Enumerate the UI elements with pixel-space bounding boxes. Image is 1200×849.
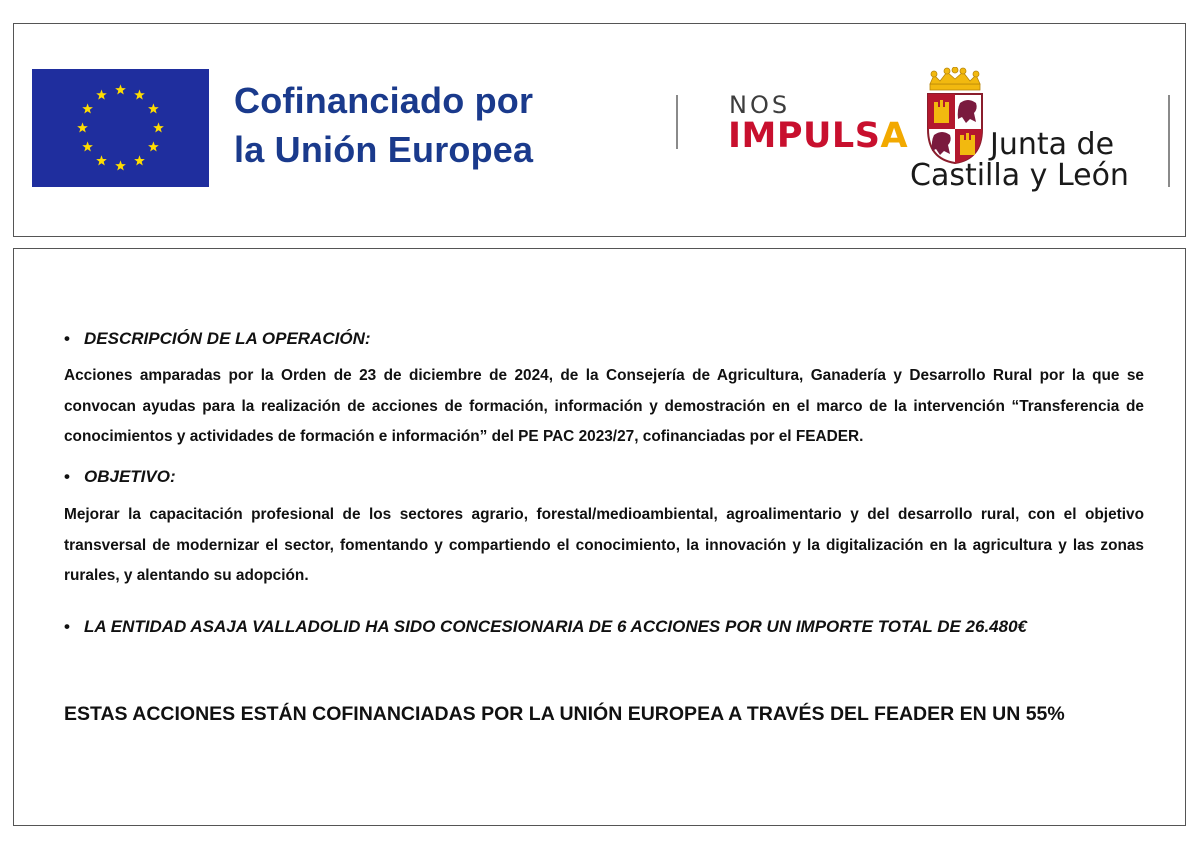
grant-amount-text: LA ENTIDAD ASAJA VALLADOLID HA SIDO CONCESIONARIA DE 6 ACCIONES POR UN IMPORTE TOTAL DE 26.480€ <box>84 617 1027 636</box>
bullet-icon: • <box>64 467 70 486</box>
description-heading <box>64 329 371 349</box>
nos-impulsa-logo-impulsa <box>728 116 908 156</box>
logo-divider <box>1168 95 1170 187</box>
impulsa-last-letter: A <box>880 116 909 156</box>
objective-paragraph: Mejorar la capacitación profesional de los sectores agrario, forestal/medioambiental, agroalimentario y del desarrollo rural, con el objetivo transversal de modernizar el sector, fomentando y compartiendo el conocimiento, la innovación y la digitalización en la agricultura y las zonas rurales, y alentando su adopción. <box>64 506 1144 584</box>
impulsa-main-text: IMPULS <box>728 116 881 156</box>
cofinancing-statement: ESTAS ACCIONES ESTÁN COFINANCIADAS POR LA UNIÓN EUROPEA A TRAVÉS DEL FEADER EN UN 55% <box>64 703 1065 725</box>
bullet-icon: • <box>64 329 70 348</box>
eu-cofinanced-line1: Cofinanciado por <box>234 80 534 121</box>
junta-castilla-leon-line1: Junta de <box>990 127 1115 162</box>
description-paragraph: Acciones amparadas por la Orden de 23 de diciembre de 2024, de la Consejería de Agricultura, Ganadería y Desarrollo Rural por la que se convocan ayudas para la realización de acciones de formación, información y demostración en el marco de la intervención “Transferencia de conocimientos y actividades de formación e información” del PE PAC 2023/27, cofinanciadas por el FEADER. <box>64 367 1144 445</box>
eu-flag-icon <box>32 69 209 187</box>
description-heading-text: DESCRIPCIÓN DE LA OPERACIÓN: <box>84 329 371 348</box>
logo-divider <box>676 95 678 149</box>
bullet-icon: • <box>64 617 70 636</box>
eu-cofinanced-line2: la Unión Europea <box>234 129 534 170</box>
junta-castilla-leon-line2: Castilla y León <box>910 158 1129 193</box>
nos-impulsa-logo-nos: NOS <box>729 91 791 119</box>
castilla-leon-shield-icon <box>922 67 988 165</box>
objective-heading <box>64 467 176 487</box>
grant-amount-heading <box>64 617 1027 637</box>
objective-heading-text: OBJETIVO: <box>84 467 176 486</box>
